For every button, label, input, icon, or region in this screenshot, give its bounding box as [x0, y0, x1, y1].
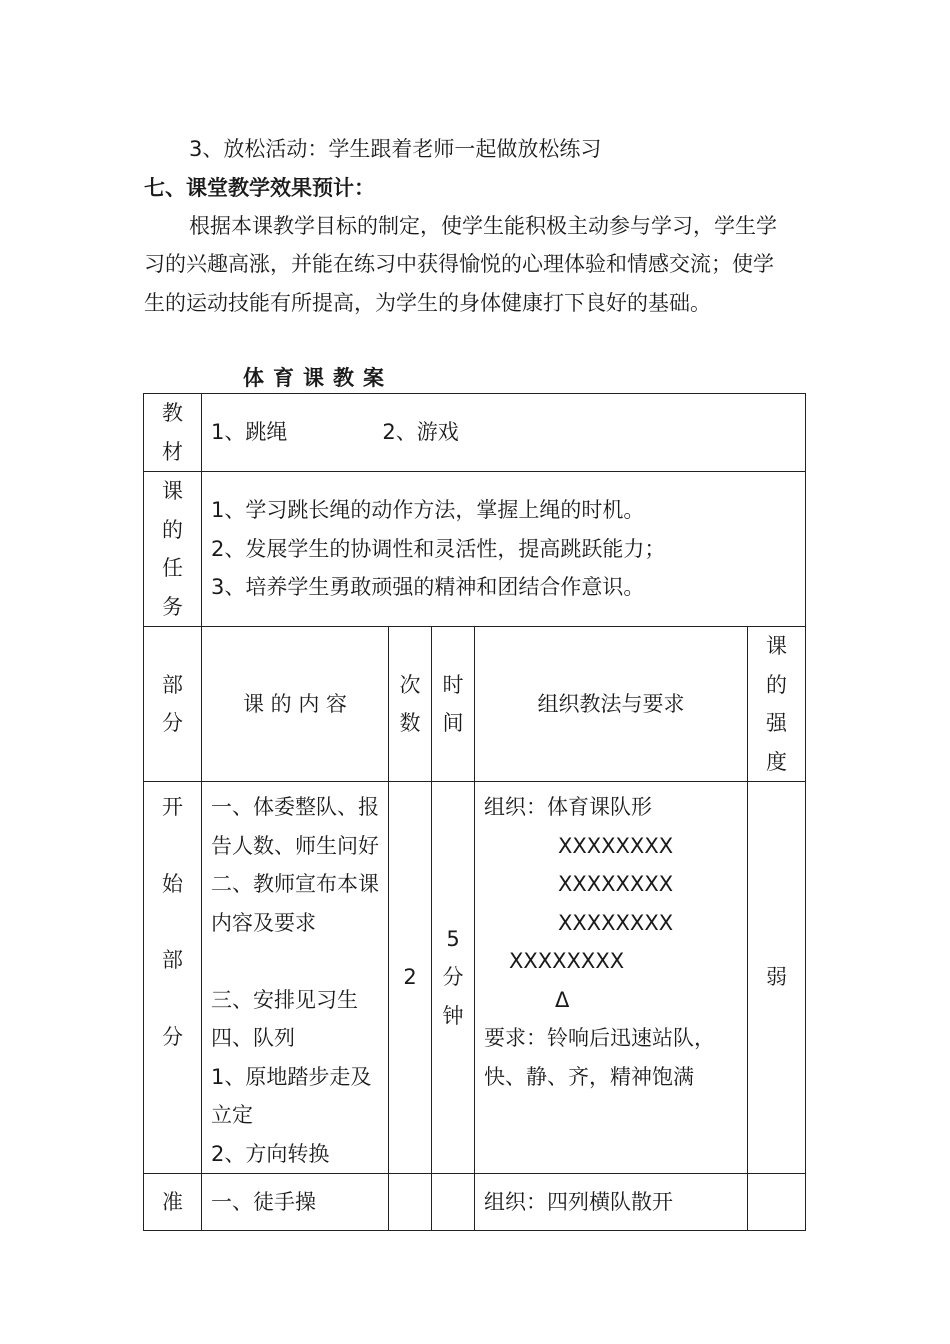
prep-method: 组织：四列横队散开	[475, 1174, 748, 1231]
tasks-label-char: 课	[162, 479, 183, 503]
start-content-line: 三、安排见习生	[211, 987, 358, 1012]
start-content-line: 立定	[211, 1103, 253, 1127]
tasks-label-char: 务	[162, 594, 183, 619]
start-part-char: 始	[162, 871, 183, 896]
section-heading-effect: 七、课堂教学效果预计：	[144, 176, 375, 200]
tasks-content	[202, 472, 806, 627]
start-time-char: 5	[446, 926, 460, 951]
task-item: 2、发展学生的协调性和灵活性，提高跳跃能力；	[211, 536, 666, 561]
formation-row: XXXXXXXX	[558, 833, 674, 858]
start-time-char: 分	[442, 965, 464, 990]
prep-intensity	[748, 1174, 806, 1231]
start-method	[475, 782, 748, 1174]
prep-content: 一、徒手操	[202, 1174, 389, 1231]
header-intensity-char: 课	[766, 634, 787, 658]
material-label-char: 教	[162, 401, 183, 425]
formation-row: XXXXXXXX	[509, 949, 625, 973]
header-time	[432, 627, 475, 782]
relax-activity-line: 3、放松活动：学生跟着老师一起做放松练习	[189, 137, 602, 161]
start-content-line: 二、教师宣布本课	[211, 872, 379, 896]
material-content	[202, 394, 806, 472]
tasks-row	[144, 472, 806, 627]
header-count-char: 数	[399, 711, 421, 735]
start-content	[202, 782, 389, 1174]
header-part-char: 部	[162, 672, 183, 697]
teacher-position-mark: Δ	[555, 987, 570, 1012]
start-part	[144, 782, 202, 1174]
start-method-org: 组织：体育课队形	[484, 795, 652, 819]
header-count	[389, 627, 432, 782]
effect-paragraph-line-2: 习的兴趣高涨，并能在练习中获得愉悦的心理体验和情感交流；使学	[144, 252, 774, 276]
header-time-char: 时	[442, 672, 464, 697]
start-part-char: 部	[162, 948, 183, 972]
task-item: 3、培养学生勇敢顽强的精神和团结合作意识。	[211, 575, 645, 600]
material-label-char: 材	[162, 439, 183, 464]
start-content-line	[211, 942, 388, 981]
prep-section-row	[144, 1174, 806, 1231]
start-content-line: 四、队列	[211, 1026, 295, 1050]
prep-time	[432, 1174, 475, 1231]
header-intensity-char: 的	[766, 672, 787, 697]
start-method-requirement: 快、静、齐，精神饱满	[484, 1064, 694, 1089]
header-part	[144, 627, 202, 782]
start-method-requirement: 要求：铃响后迅速站队，	[484, 1026, 715, 1050]
material-item-2: 2、游戏	[382, 420, 459, 445]
start-content-line: 1、原地踏步走及	[211, 1064, 372, 1089]
start-content-line: 一、体委整队、报	[211, 795, 379, 819]
formation-row: XXXXXXXX	[558, 910, 674, 935]
task-item: 1、学习跳长绳的动作方法，掌握上绳的时机。	[211, 498, 645, 523]
material-label	[144, 394, 202, 472]
prep-part: 准	[144, 1174, 202, 1231]
start-part-char: 分	[162, 1024, 183, 1049]
header-time-char: 间	[442, 711, 464, 735]
start-time	[432, 782, 475, 1174]
material-row	[144, 394, 806, 472]
tasks-label-char: 的	[162, 517, 183, 542]
header-intensity	[748, 627, 806, 782]
start-section-row	[144, 782, 806, 1174]
header-row	[144, 627, 806, 782]
header-intensity-char: 度	[766, 749, 787, 774]
tasks-label-char: 任	[162, 556, 183, 580]
lesson-plan-table	[143, 393, 806, 1231]
material-item-1: 1、跳绳	[211, 420, 288, 445]
start-intensity: 弱	[748, 782, 806, 1174]
tasks-label	[144, 472, 202, 627]
header-content: 课 的 内 容	[202, 627, 389, 782]
formation-row: XXXXXXXX	[558, 872, 674, 896]
start-time-char: 钟	[442, 1003, 464, 1028]
header-count-char: 次	[399, 672, 421, 697]
start-content-line: 告人数、师生问好	[211, 833, 379, 858]
header-intensity-char: 强	[766, 711, 787, 735]
header-method: 组织教法与要求	[475, 627, 748, 782]
prep-count	[389, 1174, 432, 1231]
start-count: 2	[389, 782, 432, 1174]
start-content-line: 2、方向转换	[211, 1141, 330, 1166]
effect-paragraph-line-1: 根据本课教学目标的制定，使学生能积极主动参与学习，学生学	[189, 214, 777, 238]
start-part-char: 开	[162, 795, 183, 819]
header-part-char: 分	[162, 711, 183, 735]
lesson-plan-title: 体育课教案	[243, 366, 393, 390]
effect-paragraph-line-3: 生的运动技能有所提高，为学生的身体健康打下良好的基础。	[144, 291, 711, 315]
start-content-line: 内容及要求	[211, 910, 316, 935]
